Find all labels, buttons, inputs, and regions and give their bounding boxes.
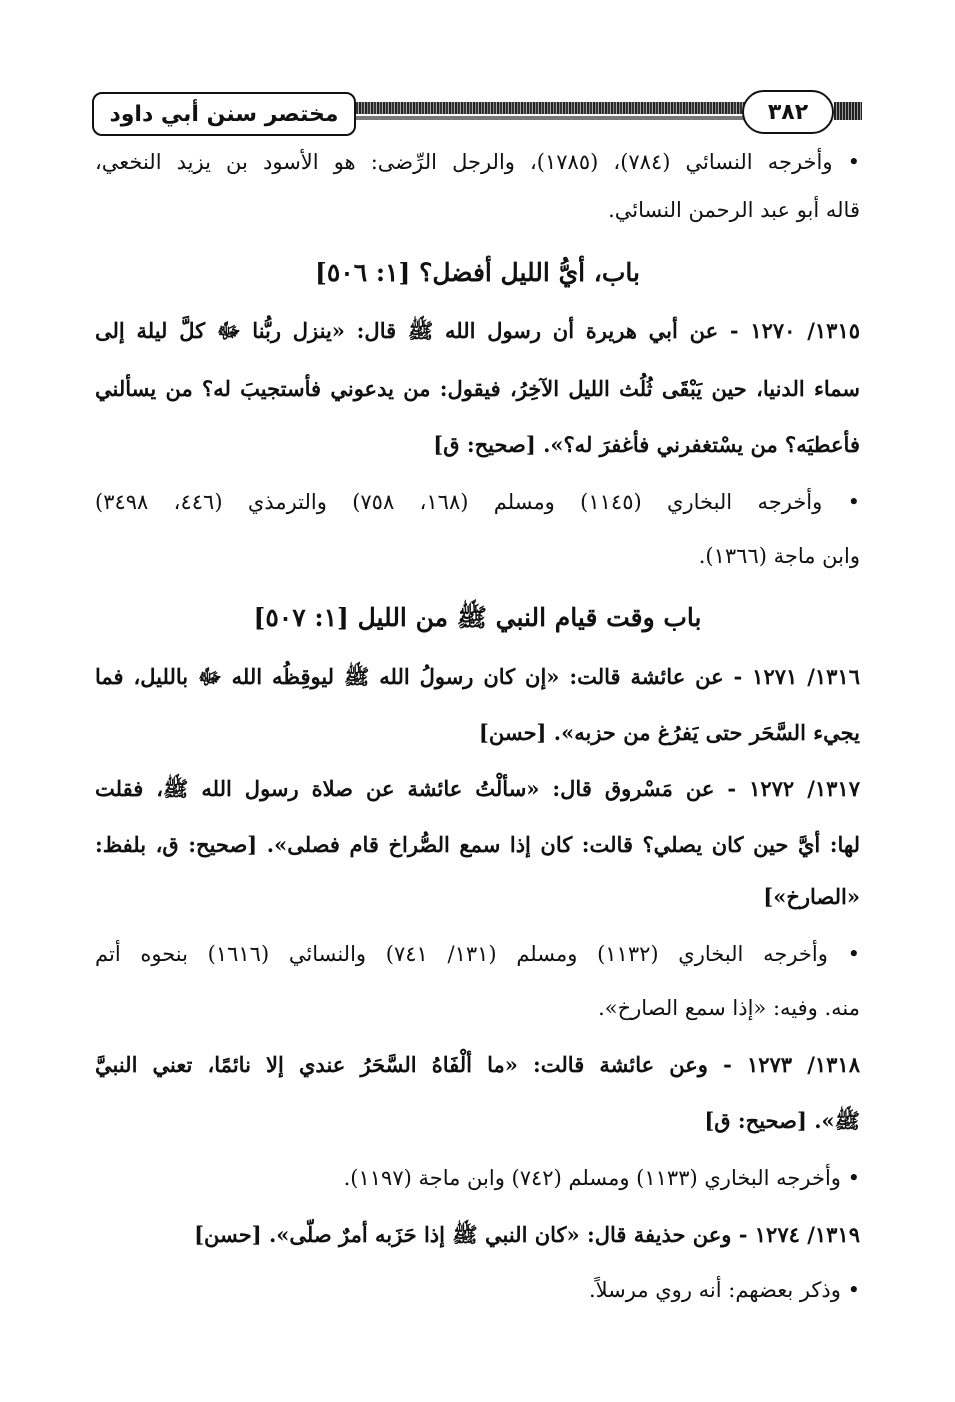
- hadith-line: ١٣١٨/ ١٢٧٣ - وعن عائشة قالت: «ما ألْفَاهُ السَّحَرُ عندي إلا نائمًا، تعني النبيَّ: [95, 1052, 860, 1077]
- text-line: • وأخرجه البخاري (١١٣٣) ومسلم (٧٤٢) وابن ماجة (١١٩٧).: [343, 1166, 860, 1190]
- hadith-line: سماء الدنيا، حين يَبْقَى ثُلُث الليل الآخِرُ، فيقول: من يدعوني فأستجيبَ له؟ من يسألني: [95, 376, 860, 401]
- text-line: • وأخرجه البخاري (١١٤٥) ومسلم (١٦٨، ٧٥٨) والترمذي (٤٤٦، ٣٤٩٨): [95, 490, 861, 514]
- text-line: وابن ماجة (١٣٦٦).: [698, 544, 860, 568]
- hadith-line: فأعطيَه؟ من يسْتغفرني فأغفرَ له؟». [صحيح: ق]: [433, 432, 860, 457]
- page-header: [92, 88, 862, 138]
- hadith-line: لها: أيَّ حين كان يصلي؟ قالت: كان إذا سمع الصُّراخ قام فصلى». [صحيح: ق، بلفظ:: [95, 832, 860, 857]
- header-decorative-end: [834, 102, 862, 120]
- text-line: منه. وفيه: «إذا سمع الصارخ».: [598, 996, 860, 1020]
- hadith-line: ١٣١٥/ ١٢٧٠ - عن أبي هريرة أن رسول الله ﷺ قال: «ينزل ربُّنا ﷻ كلَّ ليلة إلى: [95, 318, 861, 343]
- hadith-line: «الصارخ»]: [763, 884, 860, 909]
- text-line: • وذكر بعضهم: أنه روي مرسلاً.: [588, 1278, 860, 1302]
- text-line: • وأخرجه النسائي (٧٨٤)، (١٧٨٥)، والرجل الرِّضى: هو الأسود بن يزيد النخعي،: [95, 150, 860, 174]
- text-line: قاله أبو عبد الرحمن النسائي.: [608, 198, 860, 222]
- section-heading: باب وقت قيام النبي ﷺ من الليل [١: ٥٠٧]: [253, 603, 702, 632]
- hadith-line: ١٣١٦/ ١٢٧١ - عن عائشة قالت: «إن كان رسولُ الله ﷺ ليوقِظُه الله ﷻ بالليل، فما: [95, 664, 860, 689]
- hadith-line: ١٣١٧/ ١٢٧٢ - عن مَسْروق قال: «سألْتُ عائشة عن صلاة رسول الله ﷺ، فقلت: [95, 776, 860, 801]
- header-decorative-bar: [347, 102, 747, 114]
- hadith-line: ١٣١٩/ ١٢٧٤ - وعن حذيفة قال: «كان النبي ﷺ إذا حَزَبه أمرٌ صلّى». [حسن]: [194, 1222, 860, 1247]
- hadith-line: يجيء السَّحَر حتى يَفرُغ من حزبه». [حسن]: [478, 720, 860, 745]
- hadith-line: ﷺ». [صحيح: ق]: [704, 1108, 860, 1133]
- text-line: • وأخرجه البخاري (١١٣٢) ومسلم (١٣١/ ٧٤١) والنسائي (١٦١٦) بنحوه أتم: [95, 942, 860, 966]
- page-number: ٣٨٢: [742, 90, 834, 134]
- header-decorative-underline: [347, 116, 747, 120]
- section-heading: باب، أيُّ الليل أفضل؟ [١: ٥٠٦]: [315, 258, 640, 287]
- book-title: مختصر سنن أبي داود: [92, 92, 356, 136]
